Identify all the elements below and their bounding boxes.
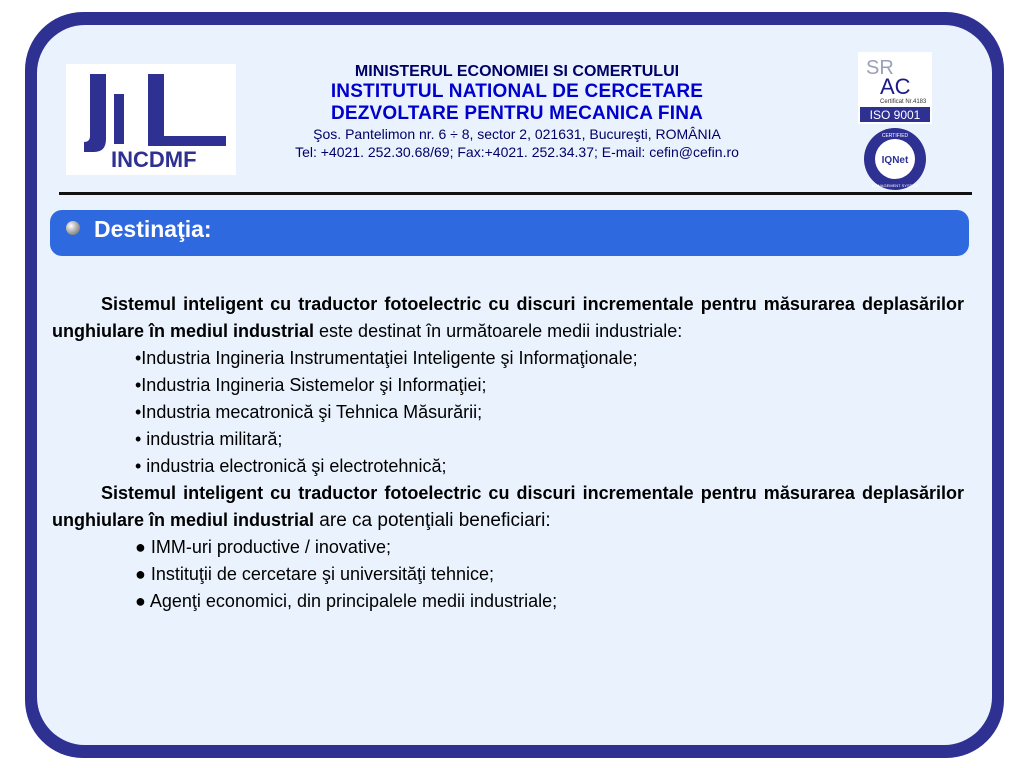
srac-ac-text: AC bbox=[880, 74, 911, 99]
list-item: • industria militară; bbox=[135, 429, 283, 449]
srac-sr-text: SR bbox=[866, 57, 894, 79]
slide-frame bbox=[25, 12, 1004, 758]
slide-content bbox=[52, 291, 964, 615]
iqnet-text: IQNet bbox=[881, 155, 909, 166]
paragraph-beneficiaries-bold: Sistemul inteligent cu traductor fotoelectric cu discuri incrementale pentru măsurarea deplasărilor unghiulare în mediul industrial bbox=[52, 483, 964, 530]
list-item: •Industria mecatronică şi Tehnica Măsurării; bbox=[135, 402, 483, 422]
slide-body bbox=[37, 25, 992, 745]
iqnet-ring-top: CERTIFIED bbox=[881, 133, 909, 139]
section-title: Destinaţia: bbox=[94, 216, 212, 242]
iqnet-ring-bottom: MANAGEMENT SYSTEM bbox=[871, 183, 919, 188]
list-item: ● Agenţi economici, din principalele medii industriale; bbox=[135, 591, 558, 611]
paragraph-destination bbox=[52, 291, 964, 345]
incdmf-logo bbox=[66, 64, 236, 175]
list-item: •Industria Ingineria Sistemelor şi Informaţiei; bbox=[135, 375, 487, 395]
paragraph-destination-bold: Sistemul inteligent cu traductor fotoelectric cu discuri incrementale pentru măsurarea deplasărilor unghiulare în mediul industrial bbox=[52, 294, 964, 341]
section-header-bar bbox=[50, 210, 969, 256]
incdmf-logo-graphic bbox=[66, 64, 236, 175]
srac-iso-logo bbox=[858, 52, 932, 124]
institution-header bbox=[247, 63, 787, 161]
sphere-bullet-icon bbox=[66, 221, 80, 235]
institute-name-line1: INSTITUTUL NATIONAL DE CERCETARE bbox=[330, 81, 704, 102]
incdmf-logo-text: INCDMF bbox=[111, 147, 197, 172]
institute-contact: Tel: +4021. 252.30.68/69; Fax:+4021. 252.34.37; E-mail: cefin@cefin.ro bbox=[295, 144, 739, 160]
header-divider bbox=[59, 192, 972, 195]
ministry-name: MINISTERUL ECONOMIEI SI COMERTULUI bbox=[354, 63, 680, 80]
paragraph-beneficiaries bbox=[52, 480, 964, 534]
srac-cert-text: Certificat Nr.4183 bbox=[880, 99, 927, 105]
list-item: ● Instituţii de cercetare şi universităţi tehnice; bbox=[135, 564, 495, 584]
institute-address: Şos. Pantelimon nr. 6 ÷ 8, sector 2, 021631, Bucureşti, ROMÂNIA bbox=[313, 126, 721, 142]
industrial-areas-list bbox=[52, 345, 964, 480]
list-item: • industria electronică şi electrotehnică; bbox=[135, 456, 447, 476]
paragraph-beneficiaries-rest: are ca potenţiali beneficiari: bbox=[314, 510, 551, 531]
list-item: •Industria Ingineria Instrumentaţiei Inteligente şi Informaţionale; bbox=[135, 348, 638, 368]
institute-name-line2: DEZVOLTARE PENTRU MECANICA FINA bbox=[330, 103, 704, 124]
paragraph-destination-rest: este destinat în următoarele medii industriale: bbox=[314, 321, 683, 341]
list-item: ● IMM-uri productive / inovative; bbox=[135, 537, 391, 557]
srac-iso-text: ISO 9001 bbox=[869, 108, 921, 122]
beneficiaries-list bbox=[52, 534, 964, 615]
iqnet-logo bbox=[858, 126, 932, 192]
